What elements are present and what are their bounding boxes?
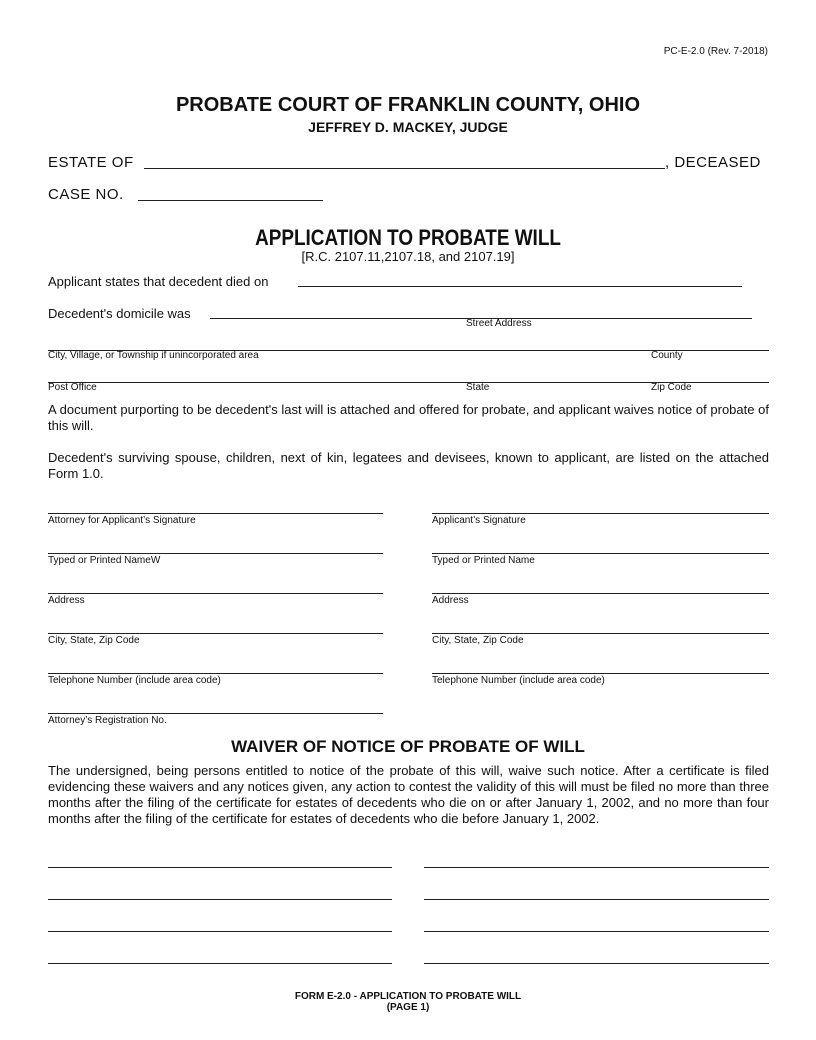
county-caption: County [651,350,683,361]
waiver-title: WAIVER OF NOTICE OF PROBATE OF WILL [231,737,585,756]
waiver-paragraph: The undersigned, being persons entitled to notice of the probate of this will, waive such notice. After a certificate is filed evidencing these waivers and any notices given, any action to contest the validity of this will must be filed no more than three months after the filing of the certificate for estates of decedents who die on or after January 1, 2002, and no more than four months after the filing of the certificate for estates of decedents who die before January 1, 2002. [48,763,769,826]
applicant-signature-caption: Applicant’s Signature [432,515,526,526]
application-title: APPLICATION TO PROBATE WILL [255,225,561,250]
attorney-address-line[interactable] [48,593,383,594]
attorney-phone-line[interactable] [48,673,383,674]
applicant-phone-caption: Telephone Number (include area code) [432,675,605,686]
zip-caption: Zip Code [651,382,692,393]
waiver-signature-line[interactable] [424,963,769,964]
city-caption: City, Village, or Township if unincorporated area [48,350,259,361]
applicant-signature-line[interactable] [432,513,769,514]
attorney-registration-caption: Attorney’s Registration No. [48,715,167,726]
attorney-phone-caption: Telephone Number (include area code) [48,675,221,686]
applicant-city-caption: City, State, Zip Code [432,635,524,646]
state-caption: State [466,382,490,393]
post-office-caption: Post Office [48,382,97,393]
applicant-address-line[interactable] [432,593,769,594]
died-on-label: Applicant states that decedent died on [48,274,269,289]
attorney-name-line[interactable] [48,553,383,554]
attorney-address-caption: Address [48,595,85,606]
waiver-signature-line[interactable] [424,899,769,900]
applicant-name-caption: Typed or Printed Name [432,555,535,566]
waiver-signature-line[interactable] [424,931,769,932]
court-title: PROBATE COURT OF FRANKLIN COUNTY, OHIO [175,94,641,116]
case-no-label: CASE NO. [48,186,124,203]
applicant-name-line[interactable] [432,553,769,554]
deceased-label: , DECEASED [665,154,761,171]
waiver-signature-line[interactable] [48,867,392,868]
judge-name: JEFFREY D. MACKEY, JUDGE [308,119,508,135]
applicant-address-caption: Address [432,595,469,606]
attorney-city-line[interactable] [48,633,383,634]
attorney-signature-caption: Attorney for Applicant’s Signature [48,515,196,526]
street-address-caption: Street Address [466,318,532,329]
attorney-city-caption: City, State, Zip Code [48,635,140,646]
estate-name-field[interactable] [144,168,665,169]
waiver-signature-line[interactable] [48,963,392,964]
domicile-label: Decedent's domicile was [48,306,191,321]
form-code: PC-E-2.0 (Rev. 7-2018) [663,46,768,57]
applicant-city-line[interactable] [432,633,769,634]
applicant-phone-line[interactable] [432,673,769,674]
waiver-signature-line[interactable] [48,899,392,900]
attorney-signature-line[interactable] [48,513,383,514]
statute-reference: [R.C. 2107.11,2107.18, and 2107.19] [301,249,515,264]
waiver-signature-line[interactable] [424,867,769,868]
attorney-name-caption: Typed or Printed NameW [48,555,161,566]
footer-page-number: (PAGE 1) [386,1002,430,1013]
date-of-death-field[interactable] [298,286,742,287]
waiver-signature-line[interactable] [48,931,392,932]
survivors-paragraph: Decedent's surviving spouse, children, next of kin, legatees and devisees, known to applicant, are listed on the attached Form 1.0. [48,450,769,481]
estate-of-label: ESTATE OF [48,154,134,171]
case-number-field[interactable] [138,200,323,201]
will-offered-paragraph: A document purporting to be decedent's last will is attached and offered for probate, and applicant waives notice of probate of this will. [48,402,769,433]
footer-form-name: FORM E-2.0 - APPLICATION TO PROBATE WILL [294,991,522,1002]
attorney-registration-line[interactable] [48,713,383,714]
